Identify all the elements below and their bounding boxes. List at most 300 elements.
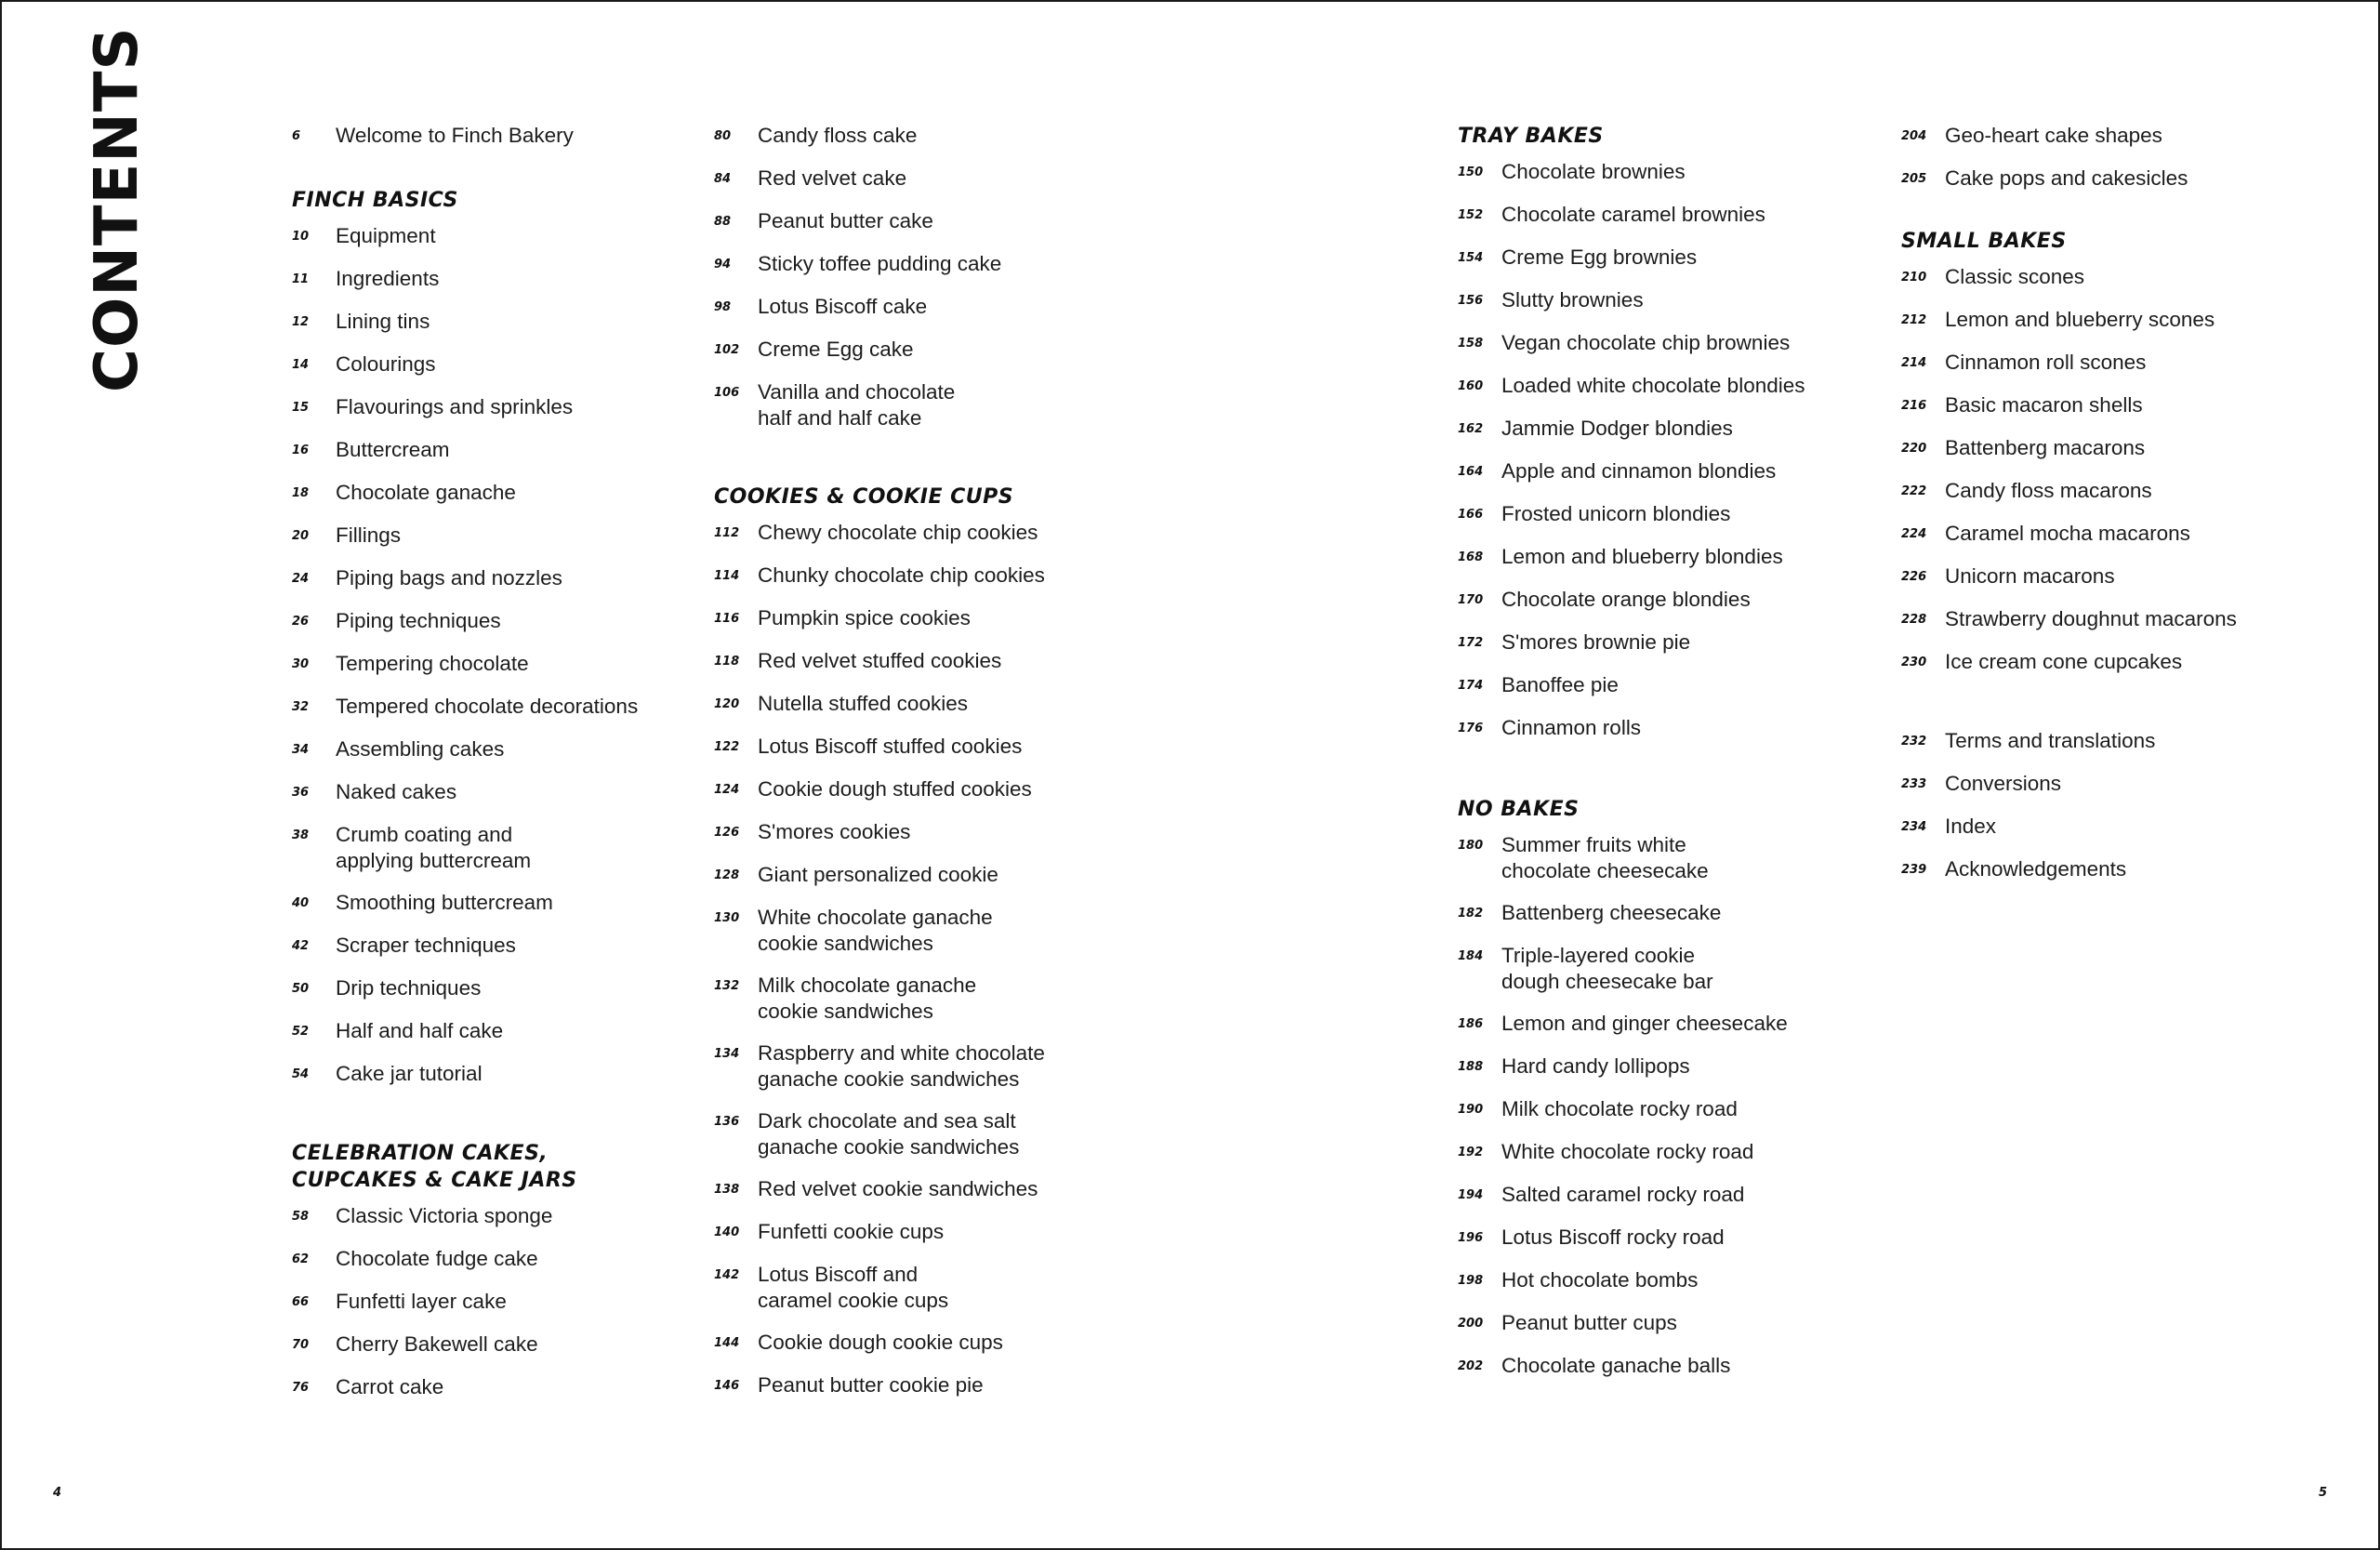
- toc-entry[interactable]: [714, 973, 1123, 1025]
- page-number: 214: [1901, 356, 1927, 370]
- toc-entry[interactable]: [292, 565, 682, 592]
- toc-entry[interactable]: [714, 1372, 1123, 1399]
- toc-entry[interactable]: [1458, 629, 1858, 656]
- page-number: 58: [292, 1210, 310, 1224]
- toc-entry[interactable]: [714, 520, 1123, 547]
- entry-title: Ingredients: [336, 267, 440, 290]
- page-number: 190: [1458, 1103, 1484, 1117]
- toc-section: [1901, 728, 2338, 883]
- page-number: 224: [1901, 527, 1927, 541]
- entry-title: Caramel mocha macarons: [1945, 522, 2190, 545]
- entry-title: Hard candy lollipops: [1501, 1054, 1690, 1078]
- toc-entry[interactable]: [292, 1203, 682, 1230]
- page-number: 6: [292, 129, 301, 143]
- toc-entry[interactable]: [1901, 649, 2338, 676]
- page-number: 202: [1458, 1359, 1484, 1373]
- entry-title: Naked cakes: [336, 780, 457, 803]
- toc-entry[interactable]: [1458, 1267, 1858, 1294]
- page-number: 176: [1458, 722, 1484, 735]
- toc-entry[interactable]: [1458, 1011, 1858, 1038]
- entry-title: Raspberry and white chocolate ganache cookie sandwiches: [758, 1041, 1045, 1091]
- toc-entry[interactable]: [714, 1262, 1123, 1314]
- toc-entry[interactable]: [292, 608, 682, 635]
- entry-title: Buttercream: [336, 438, 450, 461]
- entry-title: Chocolate ganache: [336, 481, 516, 504]
- page-number: 52: [292, 1025, 310, 1039]
- entry-title: Fillings: [336, 523, 402, 547]
- toc-entry[interactable]: [1901, 392, 2338, 419]
- page-number: 158: [1458, 337, 1484, 351]
- entry-title: Peanut butter cake: [758, 209, 933, 232]
- entry-title: Lemon and ginger cheesecake: [1501, 1012, 1788, 1035]
- toc-entry[interactable]: [714, 294, 1123, 321]
- entry-title: Frosted unicorn blondies: [1501, 502, 1731, 525]
- toc-entry[interactable]: [1901, 521, 2338, 548]
- toc-entry[interactable]: [714, 862, 1123, 889]
- entry-title: Nutella stuffed cookies: [758, 692, 968, 715]
- entry-title: Assembling cakes: [336, 737, 505, 761]
- toc-entry[interactable]: [292, 523, 682, 550]
- page-number: 132: [714, 979, 740, 993]
- toc-entry[interactable]: [1901, 478, 2338, 505]
- entry-title: Vegan chocolate chip brownies: [1501, 331, 1791, 354]
- toc-entry[interactable]: [292, 1061, 682, 1088]
- entry-title: Welcome to Finch Bakery: [336, 124, 574, 147]
- page-number: 136: [714, 1115, 740, 1129]
- page-number: 54: [292, 1067, 310, 1081]
- entry-title: Sticky toffee pudding cake: [758, 252, 1002, 275]
- toc-entry[interactable]: [292, 394, 682, 421]
- toc-entry[interactable]: [1901, 814, 2338, 841]
- toc-entry[interactable]: [1901, 856, 2338, 883]
- toc-entry[interactable]: [1458, 330, 1858, 357]
- page-number: 34: [292, 743, 310, 757]
- page-number: 42: [292, 939, 310, 953]
- toc-entry[interactable]: [292, 975, 682, 1002]
- page-number: 126: [714, 826, 740, 840]
- entry-title: Equipment: [336, 224, 436, 247]
- page-number: 11: [292, 272, 310, 286]
- entry-title: Red velvet cake: [758, 166, 907, 190]
- entry-title: Jammie Dodger blondies: [1501, 417, 1733, 440]
- entry-title: Pumpkin spice cookies: [758, 606, 971, 629]
- toc-section: [1901, 228, 2338, 676]
- entry-title: Lemon and blueberry blondies: [1501, 545, 1783, 568]
- entry-title: Peanut butter cups: [1501, 1311, 1677, 1334]
- toc-entry[interactable]: [1458, 1310, 1858, 1337]
- entry-title: Classic Victoria sponge: [336, 1204, 553, 1227]
- toc-entry[interactable]: [1458, 587, 1858, 614]
- entry-title: Lotus Biscoff cake: [758, 295, 928, 318]
- page-number: 186: [1458, 1017, 1484, 1031]
- toc-entry[interactable]: [714, 1040, 1123, 1093]
- toc-entry[interactable]: [1458, 373, 1858, 400]
- toc-entry[interactable]: [292, 822, 682, 874]
- page-number: 138: [714, 1183, 740, 1197]
- page-number: 26: [292, 615, 310, 629]
- entry-title: Loaded white chocolate blondies: [1501, 374, 1805, 397]
- page-number: 70: [292, 1338, 310, 1352]
- page-title: CONTENTS: [83, 26, 152, 392]
- page-number: 162: [1458, 422, 1484, 436]
- entry-title: Half and half cake: [336, 1019, 504, 1042]
- page-number: 192: [1458, 1146, 1484, 1159]
- entry-title: Piping bags and nozzles: [336, 566, 562, 590]
- section-heading: SMALL BAKES: [1901, 230, 2067, 253]
- entry-title: Battenberg macarons: [1945, 436, 2146, 459]
- entry-title: Conversions: [1945, 772, 2062, 795]
- toc-section: [292, 123, 682, 150]
- section-heading: COOKIES & COOKIE CUPS: [714, 485, 1014, 509]
- toc-entry[interactable]: [1901, 606, 2338, 633]
- toc-entry[interactable]: [714, 251, 1123, 278]
- page-number: 166: [1458, 508, 1484, 522]
- entry-title: Slutty brownies: [1501, 288, 1644, 311]
- entry-title: Acknowledgements: [1945, 857, 2127, 881]
- entry-title: Apple and cinnamon blondies: [1501, 459, 1777, 483]
- page-number: 142: [714, 1268, 740, 1282]
- toc-entry[interactable]: [1458, 287, 1858, 314]
- toc-entry[interactable]: [292, 1018, 682, 1045]
- toc-entry[interactable]: [1458, 1225, 1858, 1252]
- page-number: 204: [1901, 129, 1927, 143]
- toc-entry[interactable]: [1458, 832, 1858, 884]
- entry-title: Flavourings and sprinkles: [336, 395, 574, 418]
- entry-title: Drip techniques: [336, 976, 482, 1000]
- entry-title: Piping techniques: [336, 609, 501, 632]
- toc-section: [714, 484, 1123, 1399]
- toc-entry[interactable]: [292, 736, 682, 763]
- toc-entry[interactable]: [714, 605, 1123, 632]
- page-number: 40: [292, 896, 310, 910]
- toc-entry[interactable]: [1458, 715, 1858, 742]
- page-number: 180: [1458, 839, 1484, 853]
- toc-entry[interactable]: [292, 694, 682, 721]
- toc-section: [1458, 123, 1858, 742]
- entry-title: Tempering chocolate: [336, 652, 529, 675]
- page-number: 98: [714, 300, 732, 314]
- page-number: 18: [292, 486, 310, 500]
- toc-entry[interactable]: [1458, 672, 1858, 699]
- toc-section: [1901, 123, 2338, 192]
- entry-title: Carrot cake: [336, 1375, 444, 1398]
- page-number: 232: [1901, 735, 1927, 749]
- page-number: 194: [1458, 1188, 1484, 1202]
- page-number: 212: [1901, 313, 1927, 327]
- toc-entry[interactable]: [714, 563, 1123, 590]
- page-number: 38: [292, 828, 310, 842]
- entry-title: Cake pops and cakesicles: [1945, 166, 2188, 190]
- page-number: 160: [1458, 379, 1484, 393]
- toc-entry[interactable]: [1458, 202, 1858, 229]
- page-number: 146: [714, 1379, 740, 1393]
- toc-entry[interactable]: [292, 480, 682, 507]
- page-number: 140: [714, 1225, 740, 1239]
- toc-entry[interactable]: [714, 1176, 1123, 1203]
- toc-entry[interactable]: [1458, 1182, 1858, 1209]
- page-number: 184: [1458, 949, 1484, 963]
- page-number: 15: [292, 401, 310, 415]
- section-heading: FINCH BASICS: [292, 189, 458, 212]
- entry-title: Hot chocolate bombs: [1501, 1268, 1699, 1292]
- entry-title: Red velvet stuffed cookies: [758, 649, 1002, 672]
- toc-section: [714, 123, 1123, 431]
- page-number: 122: [714, 740, 740, 754]
- entry-title: Dark chocolate and sea salt ganache cookie sandwiches: [758, 1109, 1020, 1159]
- toc-entry[interactable]: [292, 351, 682, 378]
- entry-title: Smoothing buttercream: [336, 891, 553, 914]
- toc-entry[interactable]: [1458, 544, 1858, 571]
- toc-entry[interactable]: [1458, 943, 1858, 995]
- toc-entry[interactable]: [1458, 159, 1858, 186]
- toc-entry[interactable]: [1458, 900, 1858, 927]
- page-number: 200: [1458, 1317, 1484, 1331]
- toc-entry[interactable]: [1458, 458, 1858, 485]
- toc-entry[interactable]: [1901, 771, 2338, 798]
- toc-entry[interactable]: [1901, 123, 2338, 150]
- entry-title: Peanut butter cookie pie: [758, 1373, 984, 1397]
- page-number: 50: [292, 982, 310, 996]
- page-number: 32: [292, 700, 310, 714]
- page-number: 230: [1901, 656, 1927, 669]
- folio-left: 4: [53, 1486, 62, 1500]
- toc-section: [292, 1140, 682, 1401]
- entry-title: Red velvet cookie sandwiches: [758, 1177, 1038, 1200]
- page-number: 84: [714, 172, 732, 186]
- toc-entry[interactable]: [1901, 563, 2338, 590]
- page-number: 150: [1458, 166, 1484, 179]
- page-number: 174: [1458, 679, 1484, 693]
- toc-entry[interactable]: [714, 905, 1123, 957]
- entry-title: Scraper techniques: [336, 934, 516, 957]
- page-number: 112: [714, 526, 740, 540]
- page-number: 24: [292, 572, 310, 586]
- entry-title: Crumb coating and applying buttercream: [336, 823, 532, 872]
- page-number: 120: [714, 697, 740, 711]
- page-number: 188: [1458, 1060, 1484, 1074]
- entry-title: White chocolate ganache cookie sandwiches: [758, 906, 993, 955]
- page-number: 168: [1458, 550, 1484, 564]
- page-number: 152: [1458, 208, 1484, 222]
- toc-entry[interactable]: [292, 779, 682, 806]
- toc-entry[interactable]: [1901, 166, 2338, 192]
- entry-title: Terms and translations: [1945, 729, 2156, 752]
- entry-title: Chunky chocolate chip cookies: [758, 563, 1045, 587]
- page-number: 205: [1901, 172, 1927, 186]
- entry-title: Summer fruits white chocolate cheesecake: [1501, 833, 1709, 882]
- section-heading: CELEBRATION CAKES, CUPCAKES & CAKE JARS: [292, 1142, 577, 1192]
- page-number: 226: [1901, 570, 1927, 584]
- toc-entry[interactable]: [292, 933, 682, 960]
- entry-title: S'mores cookies: [758, 820, 911, 843]
- page-number: 182: [1458, 907, 1484, 921]
- entry-title: Funfetti layer cake: [336, 1290, 507, 1313]
- page-number: 144: [714, 1336, 740, 1350]
- toc-entry[interactable]: [292, 309, 682, 336]
- toc-entry[interactable]: [1901, 350, 2338, 377]
- page-number: 20: [292, 529, 310, 543]
- entry-title: Creme Egg cake: [758, 338, 914, 361]
- toc-entry[interactable]: [714, 776, 1123, 803]
- page-number: 30: [292, 657, 310, 671]
- entry-title: Triple-layered cookie dough cheesecake bar: [1501, 944, 1713, 993]
- section-heading: TRAY BAKES: [1458, 125, 1604, 148]
- entry-title: Lotus Biscoff and caramel cookie cups: [758, 1263, 949, 1312]
- page-number: 154: [1458, 251, 1484, 265]
- toc-entry[interactable]: [714, 648, 1123, 675]
- toc-section: [292, 187, 682, 1088]
- page-number: 88: [714, 215, 732, 229]
- toc-entry[interactable]: [714, 208, 1123, 235]
- entry-title: Salted caramel rocky road: [1501, 1183, 1745, 1206]
- entry-title: Chocolate brownies: [1501, 160, 1686, 183]
- toc-entry[interactable]: [292, 1289, 682, 1316]
- page-number: 10: [292, 230, 310, 244]
- page-number: 118: [714, 655, 740, 669]
- entry-title: Creme Egg brownies: [1501, 245, 1698, 269]
- page-number: 220: [1901, 442, 1927, 456]
- toc-entry[interactable]: [1458, 1353, 1858, 1380]
- page-number: 80: [714, 129, 732, 143]
- toc-entry[interactable]: [1458, 1053, 1858, 1080]
- page-number: 14: [292, 358, 310, 372]
- entry-title: Milk chocolate ganache cookie sandwiches: [758, 974, 977, 1023]
- entry-title: Cherry Bakewell cake: [336, 1332, 538, 1356]
- entry-title: Milk chocolate rocky road: [1501, 1097, 1738, 1120]
- page-number: 234: [1901, 820, 1927, 834]
- toc-entry[interactable]: [292, 223, 682, 250]
- page-number: 134: [714, 1047, 740, 1061]
- toc-section: [1458, 796, 1858, 1380]
- toc-entry[interactable]: [292, 1246, 682, 1273]
- entry-title: Chocolate orange blondies: [1501, 588, 1751, 611]
- page-number: 210: [1901, 271, 1927, 285]
- toc-entry[interactable]: [714, 1108, 1123, 1160]
- entry-title: Classic scones: [1945, 265, 2085, 288]
- page-number: 170: [1458, 593, 1484, 607]
- page-number: 76: [292, 1381, 310, 1395]
- toc-entry[interactable]: [1901, 264, 2338, 291]
- folio-right: 5: [2319, 1486, 2328, 1500]
- toc-entry[interactable]: [1458, 1096, 1858, 1123]
- entry-title: Lotus Biscoff stuffed cookies: [758, 735, 1023, 758]
- page-number: 114: [714, 569, 740, 583]
- page-number: 164: [1458, 465, 1484, 479]
- toc-entry[interactable]: [1458, 416, 1858, 443]
- entry-title: Geo-heart cake shapes: [1945, 124, 2162, 147]
- page-number: 233: [1901, 777, 1927, 791]
- entry-title: Cake jar tutorial: [336, 1062, 483, 1085]
- toc-entry[interactable]: [292, 890, 682, 917]
- page-number: 196: [1458, 1231, 1484, 1245]
- toc-entry[interactable]: [714, 337, 1123, 364]
- toc-entry[interactable]: [714, 1330, 1123, 1357]
- toc-entry[interactable]: [714, 123, 1123, 150]
- toc-entry[interactable]: [714, 691, 1123, 718]
- toc-entry[interactable]: [714, 379, 1123, 431]
- toc-column-2: [714, 123, 1123, 1415]
- toc-entry[interactable]: [292, 123, 682, 150]
- entry-title: Chocolate fudge cake: [336, 1247, 538, 1270]
- toc-entry[interactable]: [1901, 435, 2338, 462]
- toc-entry[interactable]: [714, 734, 1123, 761]
- page-number: 124: [714, 783, 740, 797]
- page-number: 94: [714, 258, 732, 272]
- page-number: 62: [292, 1252, 310, 1266]
- page-number: 102: [714, 343, 740, 357]
- page-number: 36: [292, 786, 310, 800]
- page-number: 12: [292, 315, 310, 329]
- toc-entry[interactable]: [292, 266, 682, 293]
- page-number: 116: [714, 612, 740, 626]
- entry-title: Index: [1945, 815, 1997, 838]
- page-number: 66: [292, 1295, 310, 1309]
- toc-column-3: [1458, 123, 1858, 1396]
- page-number: 222: [1901, 484, 1927, 498]
- toc-entry[interactable]: [1901, 307, 2338, 334]
- entry-title: Cookie dough stuffed cookies: [758, 777, 1032, 801]
- entry-title: Colourings: [336, 352, 436, 376]
- page-number: 216: [1901, 399, 1927, 413]
- entry-title: Lining tins: [336, 310, 430, 333]
- toc-entry[interactable]: [714, 1219, 1123, 1246]
- entry-title: Tempered chocolate decorations: [336, 695, 639, 718]
- page-number: 239: [1901, 863, 1927, 877]
- entry-title: Cinnamon rolls: [1501, 716, 1642, 739]
- entry-title: Cookie dough cookie cups: [758, 1331, 1003, 1354]
- entry-title: Cinnamon roll scones: [1945, 351, 2147, 374]
- toc-column-1: [292, 123, 682, 1417]
- entry-title: White chocolate rocky road: [1501, 1140, 1754, 1163]
- page-number: 228: [1901, 613, 1927, 627]
- entry-title: Lemon and blueberry scones: [1945, 308, 2215, 331]
- toc-entry[interactable]: [1458, 245, 1858, 272]
- page-number: 156: [1458, 294, 1484, 308]
- entry-title: Strawberry doughnut macarons: [1945, 607, 2237, 630]
- entry-title: Unicorn macarons: [1945, 564, 2115, 588]
- section-heading: NO BAKES: [1458, 798, 1580, 821]
- toc-entry[interactable]: [292, 651, 682, 678]
- page-number: 106: [714, 386, 740, 400]
- page-number: 128: [714, 868, 740, 882]
- entry-title: Banoffee pie: [1501, 673, 1619, 696]
- entry-title: Funfetti cookie cups: [758, 1220, 945, 1243]
- toc-entry[interactable]: [714, 819, 1123, 846]
- toc-entry[interactable]: [292, 1331, 682, 1358]
- entry-title: Ice cream cone cupcakes: [1945, 650, 2183, 673]
- page-number: 16: [292, 444, 310, 457]
- entry-title: Vanilla and chocolate half and half cake: [758, 380, 956, 430]
- entry-title: S'mores brownie pie: [1501, 630, 1691, 654]
- entry-title: Battenberg cheesecake: [1501, 901, 1722, 924]
- entry-title: Candy floss macarons: [1945, 479, 2152, 502]
- entry-title: Chocolate caramel brownies: [1501, 203, 1765, 226]
- toc-entry[interactable]: [292, 437, 682, 464]
- toc-entry[interactable]: [292, 1374, 682, 1401]
- entry-title: Chewy chocolate chip cookies: [758, 521, 1038, 544]
- toc-column-4: [1901, 123, 2338, 899]
- page-number: 172: [1458, 636, 1484, 650]
- entry-title: Candy floss cake: [758, 124, 918, 147]
- entry-title: Chocolate ganache balls: [1501, 1354, 1731, 1377]
- toc-entry[interactable]: [1901, 728, 2338, 755]
- page-number: 198: [1458, 1274, 1484, 1288]
- toc-entry[interactable]: [714, 166, 1123, 192]
- page-number: 130: [714, 911, 740, 925]
- toc-entry[interactable]: [1458, 501, 1858, 528]
- entry-title: Lotus Biscoff rocky road: [1501, 1225, 1725, 1249]
- toc-entry[interactable]: [1458, 1139, 1858, 1166]
